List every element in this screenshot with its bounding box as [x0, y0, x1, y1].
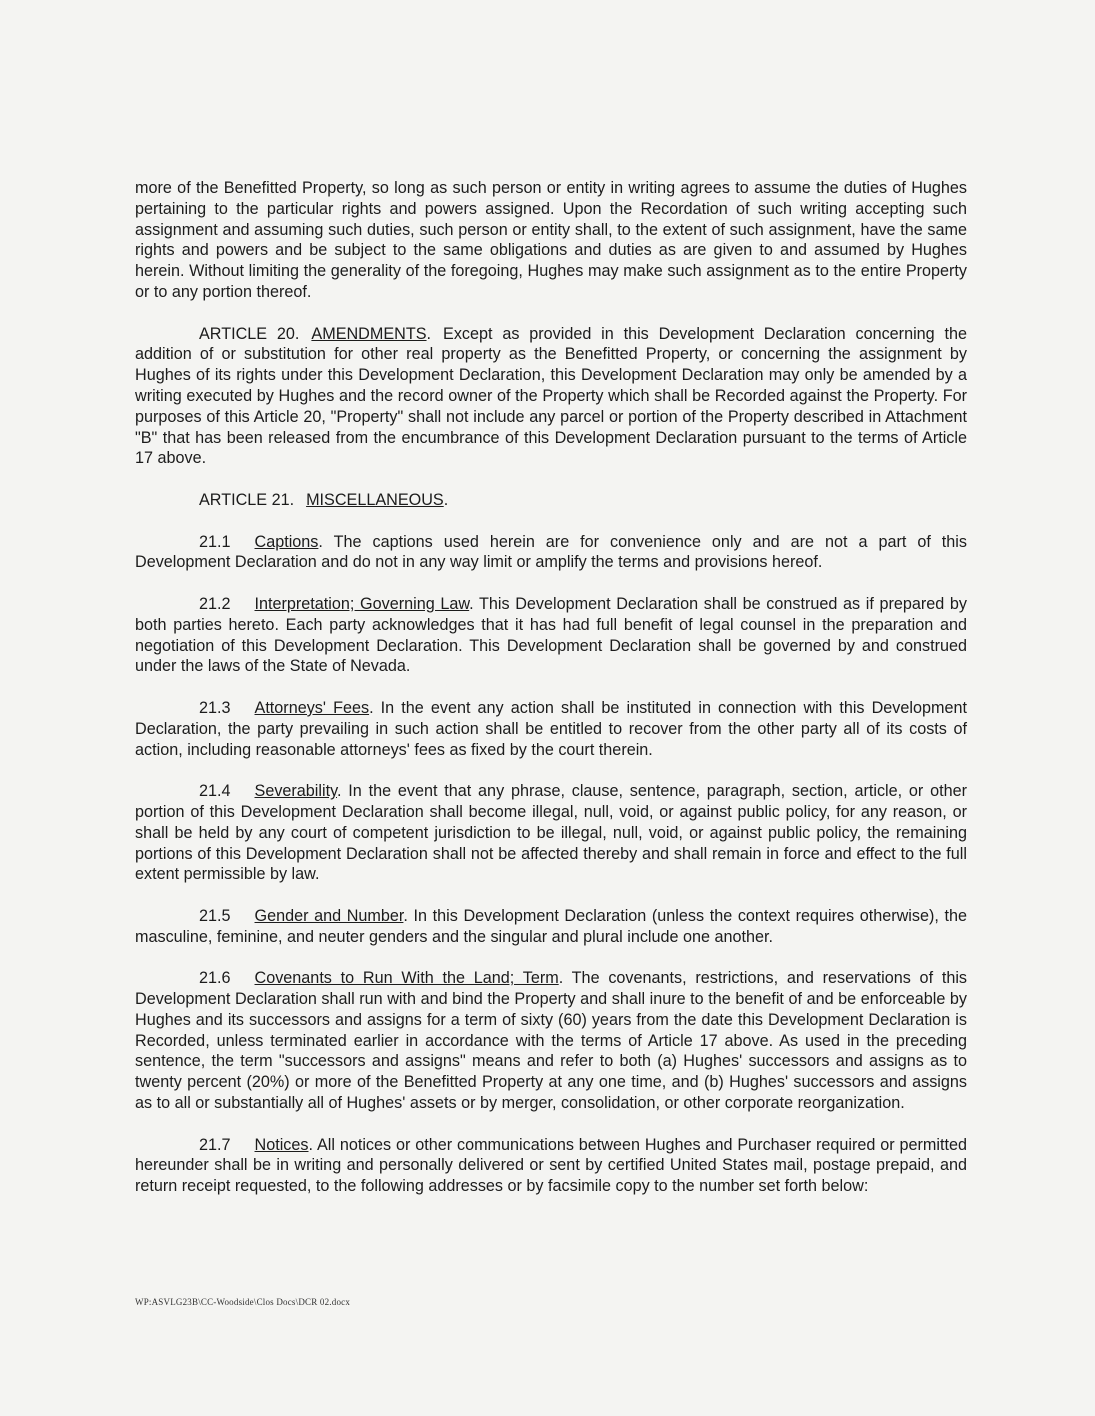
section-21-2: 21.2 Interpretation; Governing Law. This Development Declaration shall be construed as if prepared by both parties hereto. Each party acknowledges that it has had full benefit of legal counsel in the preparation and negotiation of this Development Declaration. This Development Declaration shall be governed by and construed under the laws of the State of Nevada. [135, 594, 967, 676]
article-21-heading: ARTICLE 21. MISCELLANEOUS. [199, 490, 449, 509]
section-text: The captions used herein are for convenience only and are not a part of this Development Declaration and do not in any way limit or amplify the terms and provisions hereof. [135, 532, 967, 572]
section-number: 21.1 [199, 532, 231, 551]
article-20-text: Except as provided in this Development Declaration concerning the addition of or substitution for other real property as the Benefitted Property, or concerning the assignment by Hughes of its rights under this Development Declaration, this Development Declaration may only be amended by a writing executed by Hughes and the record owner of the Property which shall be Recorded against the Property. For purposes of this Article 20, "Property" shall not include any parcel or portion of the Property described in Attachment "B" that has been released from the encumbrance of this Development Declaration pursuant to the terms of Article 17 above. [135, 324, 967, 468]
section-text: In this Development Declaration (unless the context requires otherwise), the masculine, feminine, and neuter genders and the singular and plural include one another. [135, 906, 967, 946]
section-text: This Development Declaration shall be construed as if prepared by both parties hereto. Each party acknowledges that it has had full benefit of legal counsel in the preparation and negotiation of this Development Declaration. This Development Declaration shall be governed by and construed under the laws of the State of Nevada. [135, 594, 967, 676]
article-20-title: AMENDMENTS [311, 324, 427, 343]
article-21-label: ARTICLE 21. [199, 490, 295, 509]
section-title: Captions [254, 532, 319, 551]
section-text: In the event that any phrase, clause, sentence, paragraph, section, article, or other portion of this Development Declaration shall become illegal, null, void, or against public policy, for any reason, or shall be held by any court of competent jurisdiction to be illegal, null, void, or against public policy, the remaining portions of this Development Declaration shall not be affected thereby and shall remain in force and effect to the full extent permissible by law. [135, 782, 968, 884]
section-number: 21.2 [199, 594, 231, 613]
section-number: 21.6 [199, 969, 231, 988]
section-title: Severability [254, 782, 337, 801]
section-number: 21.4 [199, 782, 231, 801]
section-21-5: 21.5 Gender and Number. In this Development Declaration (unless the context requires otherwise), the masculine, feminine, and neuter genders and the singular and plural include one another. [135, 906, 967, 946]
article-21-title: MISCELLANEOUS [306, 490, 444, 509]
section-21-3: 21.3 Attorneys' Fees. In the event any action shall be instituted in connection with this Development Declaration, the party prevailing in such action shall be entitled to recover from the other party all of its costs of action, including reasonable attorneys' fees as fixed by the court therein. [135, 698, 967, 759]
section-text: All notices or other communications between Hughes and Purchaser required or permitted hereunder shall be in writing and personally delivered or sent by certified United States mail, postage prepaid, and return receipt requested, to the following addresses or by facsimile copy to the number set forth below: [135, 1135, 967, 1196]
section-21-6: 21.6 Covenants to Run With the Land; Term. The covenants, restrictions, and reservations of this Development Declaration shall run with and bind the Property and shall inure to the benefit of and be enforceable by Hughes and its successors and assigns for a term of sixty (60) years from the date this Development Declaration is Recorded, unless terminated earlier in accordance with the terms of Article 17 above. As used in the preceding sentence, the term "successors and assigns" means and refer to both (a) Hughes' successors and assigns as to twenty percent (20%) or more of the Benefitted Property at any one time, and (b) Hughes' successors and assigns as to all or substantially all of Hughes' assets or by merger, consolidation, or other corporate reorganization. [135, 969, 968, 1113]
document-footer-path: WP:ASVLG23B\CC-Woodside\Clos Docs\DCR 02.docx [135, 1297, 351, 1307]
section-title: Covenants to Run With the Land; Term [254, 969, 559, 988]
section-number: 21.3 [199, 698, 231, 717]
section-title: Notices [254, 1135, 309, 1154]
section-title: Interpretation; Governing Law [254, 594, 470, 613]
section-title: Attorneys' Fees [254, 698, 370, 717]
section-21-4: 21.4 Severability. In the event that any phrase, clause, sentence, paragraph, section, article, or other portion of this Development Declaration shall become illegal, null, void, or against public policy, for any reason, or shall be held by any court of competent jurisdiction to be illegal, null, void, or against public policy, the remaining portions of this Development Declaration shall not be affected thereby and shall remain in force and effect to the full extent permissible by law. [135, 782, 968, 884]
section-title: Gender and Number [254, 906, 404, 925]
article-20-paragraph: ARTICLE 20. AMENDMENTS. Except as provided in this Development Declaration concerning the addition of or substitution for other real property as the Benefitted Property, or concerning the assignment by Hughes of its rights under this Development Declaration, this Development Declaration may only be amended by a writing executed by Hughes and the record owner of the Property which shall be Recorded against the Property. For purposes of this Article 20, "Property" shall not include any parcel or portion of the Property described in Attachment "B" that has been released from the encumbrance of this Development Declaration pursuant to the terms of Article 17 above. [135, 324, 967, 468]
intro-paragraph: more of the Benefitted Property, so long as such person or entity in writing agrees to assume the duties of Hughes pertaining to the particular rights and powers assigned. Upon the Recordation of such writing accepting such assignment and assuming such duties, such person or entity shall, to the extent of such assignment, have the same rights and powers and be subject to the same obligations and duties as are given to and assumed by Hughes herein. Without limiting the generality of the foregoing, Hughes may make such assignment as to the entire Property or to any portion thereof. [135, 179, 967, 301]
section-21-1: 21.1 Captions. The captions used herein are for convenience only and are not a part of this Development Declaration and do not in any way limit or amplify the terms and provisions hereof. [135, 532, 967, 572]
document-body [135, 178, 967, 1218]
section-number: 21.5 [199, 906, 231, 925]
section-number: 21.7 [199, 1135, 231, 1154]
section-text: In the event any action shall be instituted in connection with this Development Declaration, the party prevailing in such action shall be entitled to recover from the other party all of its costs of action, including reasonable attorneys' fees as fixed by the court therein. [135, 698, 967, 759]
section-21-7: 21.7 Notices. All notices or other communications between Hughes and Purchaser required or permitted hereunder shall be in writing and personally delivered or sent by certified United States mail, postage prepaid, and return receipt requested, to the following addresses or by facsimile copy to the number set forth below: [135, 1135, 967, 1196]
section-text: The covenants, restrictions, and reservations of this Development Declaration shall run with and bind the Property and shall inure to the benefit of and be enforceable by Hughes and its successors and assigns for a term of sixty (60) years from the date this Development Declaration is Recorded, unless terminated earlier in accordance with the terms of Article 17 above. As used in the preceding sentence, the term "successors and assigns" means and refer to both (a) Hughes' successors and assigns as to twenty percent (20%) or more of the Benefitted Property at any one time, and (b) Hughes' successors and assigns as to all or substantially all of Hughes' assets or by merger, consolidation, or other corporate reorganization. [135, 969, 968, 1113]
article-20-label: ARTICLE 20. [199, 324, 300, 343]
